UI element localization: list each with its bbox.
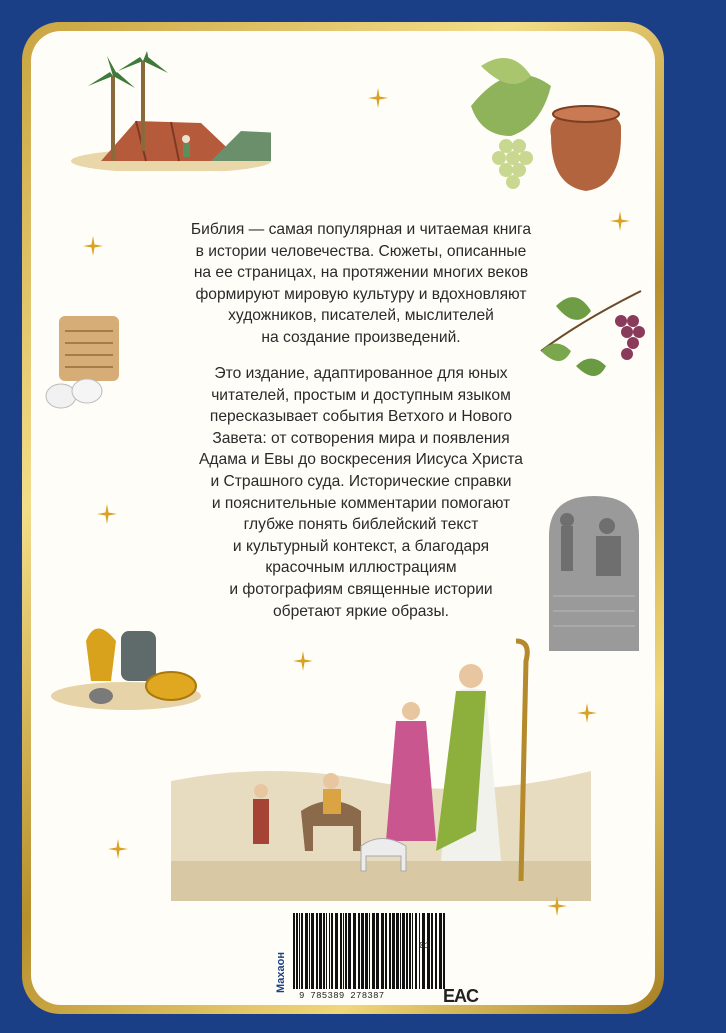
star-icon — [577, 703, 597, 723]
text-line: глубже понять библейский текст — [243, 516, 479, 534]
text-line: Завета: от сотворения мира и появления — [212, 429, 510, 447]
text-line: Библия — самая популярная и читаемая книга — [190, 221, 532, 238]
tablet-shells-illustration — [39, 311, 129, 421]
text-line: на создание произведений. — [261, 328, 461, 346]
text-line: художников, писателей, мыслителей — [228, 307, 494, 325]
tents-palms-illustration — [71, 51, 271, 171]
text-line: в истории человечества. Сюжеты, описанные — [195, 242, 527, 260]
text-line: формируют мировую культуру и вдохновляют — [195, 285, 527, 303]
text-line: красочным иллюстрациям — [265, 559, 457, 577]
text-line: и культурный контекст, а благодаря — [232, 537, 490, 555]
star-icon — [610, 211, 630, 231]
text-line: Это издание, адаптированное для юных — [214, 365, 508, 382]
text-line: обретают яркие образы. — [272, 602, 449, 620]
description-paragraph-1 — [141, 219, 581, 349]
text-line: на ее страницах, на протяжении многих веков — [193, 264, 529, 282]
travelers-scene-illustration — [171, 631, 591, 901]
barcode-addon: 01 — [419, 941, 430, 951]
text-line: Адама и Евы до воскресения Иисуса Христа — [199, 451, 523, 469]
isbn-number: 9 785389 278387 — [299, 991, 385, 1001]
text-line: и фотографиям священные истории — [229, 580, 493, 598]
back-cover-page — [31, 31, 655, 1005]
text-line: и Страшного суда. Исторические справки — [210, 472, 512, 490]
grapes-pot-illustration — [451, 46, 621, 206]
star-icon — [368, 88, 388, 108]
star-icon — [97, 504, 117, 524]
description-paragraph-2 — [141, 363, 581, 622]
star-icon — [108, 839, 128, 859]
star-icon — [547, 896, 567, 916]
star-icon — [293, 651, 313, 671]
star-icon — [83, 236, 103, 256]
eac-mark: EAC — [443, 986, 479, 1005]
text-line: пересказывает события Ветхого и Нового — [209, 408, 513, 426]
barcode-bars — [291, 913, 451, 991]
text-line: читателей, простым и доступным языком — [211, 386, 511, 404]
publisher-logo: Махаон — [275, 951, 287, 993]
text-line: и пояснительные комментарии помогают — [211, 494, 511, 512]
